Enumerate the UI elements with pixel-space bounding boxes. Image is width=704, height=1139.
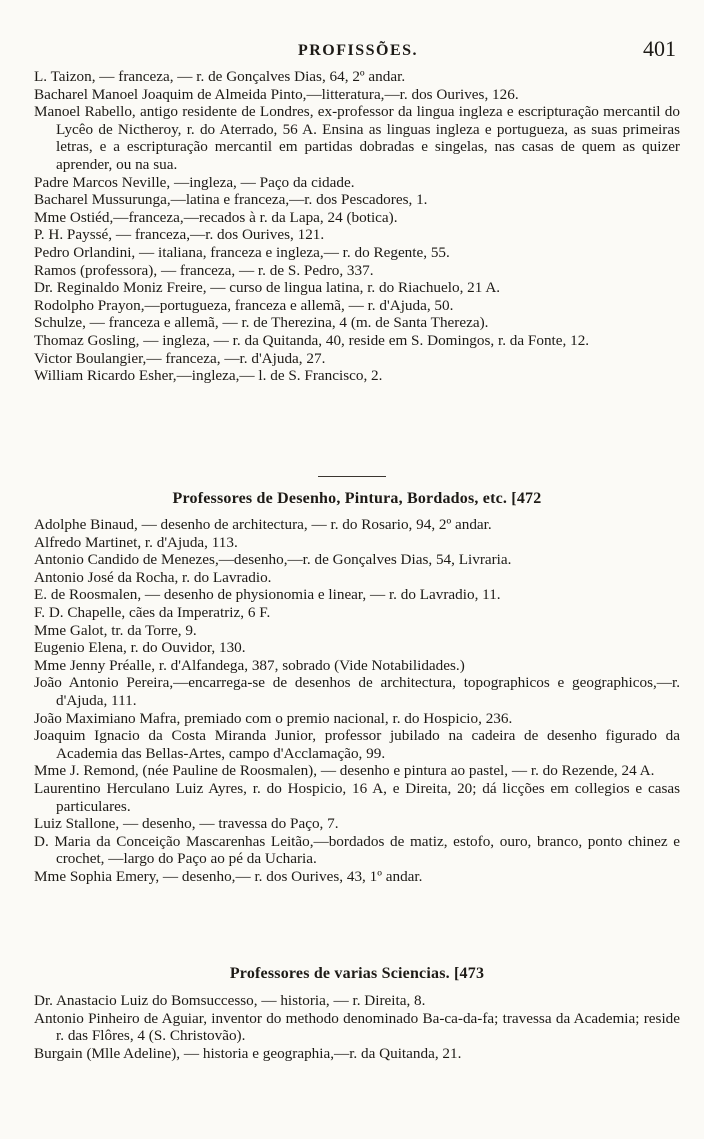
science-teachers-list — [34, 992, 680, 1062]
list-item: William Ricardo Esher,—ingleza,— l. de S. Francisco, 2. — [34, 367, 383, 385]
list-item: Dr. Reginaldo Moniz Freire, — curso de lingua latina, r. do Riachuelo, 21 A. — [34, 279, 501, 297]
list-item: Schulze, — franceza e allemã, — r. de Therezina, 4 (m. de Santa Thereza). — [34, 314, 489, 332]
list-item: Alfredo Martinet, r. d'Ajuda, 113. — [34, 533, 238, 551]
list-item: João Antonio Pereira,—encarrega-se de desenhos de architectura, topographicos e geographicos,—r. d'Ajuda, 111. — [34, 674, 680, 709]
list-item: Mme Sophia Emery, — desenho,— r. dos Ourives, 43, 1º andar. — [34, 867, 423, 885]
list-item: Padre Marcos Neville, —ingleza, — Paço da cidade. — [34, 173, 355, 191]
list-item: Laurentino Herculano Luiz Ayres, r. do Hospicio, 16 A, e Direita, 20; dá licções em collegios e casas particulares. — [34, 779, 680, 815]
list-item: Joaquim Ignacio da Costa Miranda Junior, professor jubilado na cadeira de desenho figurado da Academia das Bellas-Artes, campo d'Acclamação, 99. — [34, 727, 680, 762]
list-item: Pedro Orlandini, — italiana, franceza e ingleza,— r. do Regente, 55. — [34, 243, 450, 261]
list-item: Luiz Stallone, — desenho, — travessa do Paço, 7. — [34, 815, 339, 833]
list-item: Antonio Candido de Menezes,—desenho,—r. de Gonçalves Dias, 54, Livraria. — [34, 551, 512, 569]
section-heading-drawing: Professores de Desenho, Pintura, Bordados, etc. [472 — [172, 490, 542, 507]
list-item: Manoel Rabello, antigo residente de Londres, ex-professor da lingua ingleza e escripturação mercantil do Lycêo de Nictheroy, r. do Aterrado, 56 A. Ensina as linguas ingleza e portugueza, as suas primeiras letras, e a escripturação mercantil em partidas dobradas e singelas, nas casas de quem as quizer aprender, ou na sua. — [34, 103, 680, 173]
list-item: Bacharel Mussurunga,—latina e franceza,—r. dos Pescadores, 1. — [34, 191, 428, 209]
section-heading-sciences: Professores de varias Sciencias. [473 — [229, 965, 485, 982]
drawing-teachers-list — [34, 516, 680, 885]
list-item: L. Taizon, — franceza, — r. de Gonçalves Dias, 64, 2º andar. — [34, 68, 406, 85]
section-divider — [318, 476, 386, 477]
list-item: Dr. Anastacio Luiz do Bomsuccesso, — historia, — r. Direita, 8. — [34, 992, 426, 1009]
list-item: F. D. Chapelle, cães da Imperatriz, 6 F. — [34, 603, 271, 621]
list-item: Antonio José da Rocha, r. do Lavradio. — [34, 568, 272, 586]
list-item: Adolphe Binaud, — desenho de architectura, — r. do Rosario, 94, 2º andar. — [34, 516, 492, 533]
list-item: Rodolpho Prayon,—portugueza, franceza e allemã, — r. d'Ajuda, 50. — [34, 296, 454, 314]
list-item: Mme Galot, tr. da Torre, 9. — [34, 621, 197, 639]
list-item: P. H. Payssé, — franceza,—r. dos Ourives, 121. — [34, 226, 325, 244]
list-item: Eugenio Elena, r. do Ouvidor, 130. — [34, 639, 246, 657]
page-header — [34, 36, 682, 66]
list-item: D. Maria da Conceição Mascarenhas Leitão,—bordados de matiz, estofo, ouro, branco, ponto chinez e crochet, —largo do Paço ao pé da Ucharia. — [34, 832, 680, 868]
list-item: Mme Ostiéd,—franceza,—recados à r. da Lapa, 24 (botica). — [34, 208, 398, 226]
list-item: Burgain (Mlle Adeline), — historia e geographia,—r. da Quitanda, 21. — [34, 1044, 462, 1062]
list-item: Ramos (professora), — franceza, — r. de S. Pedro, 337. — [34, 261, 374, 279]
list-item: Bacharel Manoel Joaquim de Almeida Pinto,—litteratura,—r. dos Ourives, 126. — [34, 85, 519, 103]
language-teachers-list — [34, 68, 680, 385]
list-item: João Maximiano Mafra, premiado com o premio nacional, r. do Hospicio, 236. — [34, 709, 513, 727]
list-item: Mme Jenny Préalle, r. d'Alfandega, 387, sobrado (Vide Notabilidades.) — [34, 656, 465, 674]
list-item: Mme J. Remond, (née Pauline de Roosmalen), — desenho e pintura ao pastel, — r. do Rezende, 24 A. — [34, 762, 655, 780]
list-item: Victor Boulangier,— franceza, —r. d'Ajuda, 27. — [34, 349, 326, 367]
list-item: E. de Roosmalen, — desenho de physionomia e linear, — r. do Lavradio, 11. — [34, 586, 501, 604]
list-item: Antonio Pinheiro de Aguiar, inventor do methodo denominado Ba-ca-da-fa; travessa da Academia; reside r. das Flôres, 4 (S. Christovão). — [34, 1009, 680, 1045]
list-item: Thomaz Gosling, — ingleza, — r. da Quitanda, 40, reside em S. Domingos, r. da Fonte, 12. — [34, 331, 590, 349]
running-head: PROFISSÕES. — [297, 42, 419, 59]
page-number: 401 — [643, 36, 676, 61]
